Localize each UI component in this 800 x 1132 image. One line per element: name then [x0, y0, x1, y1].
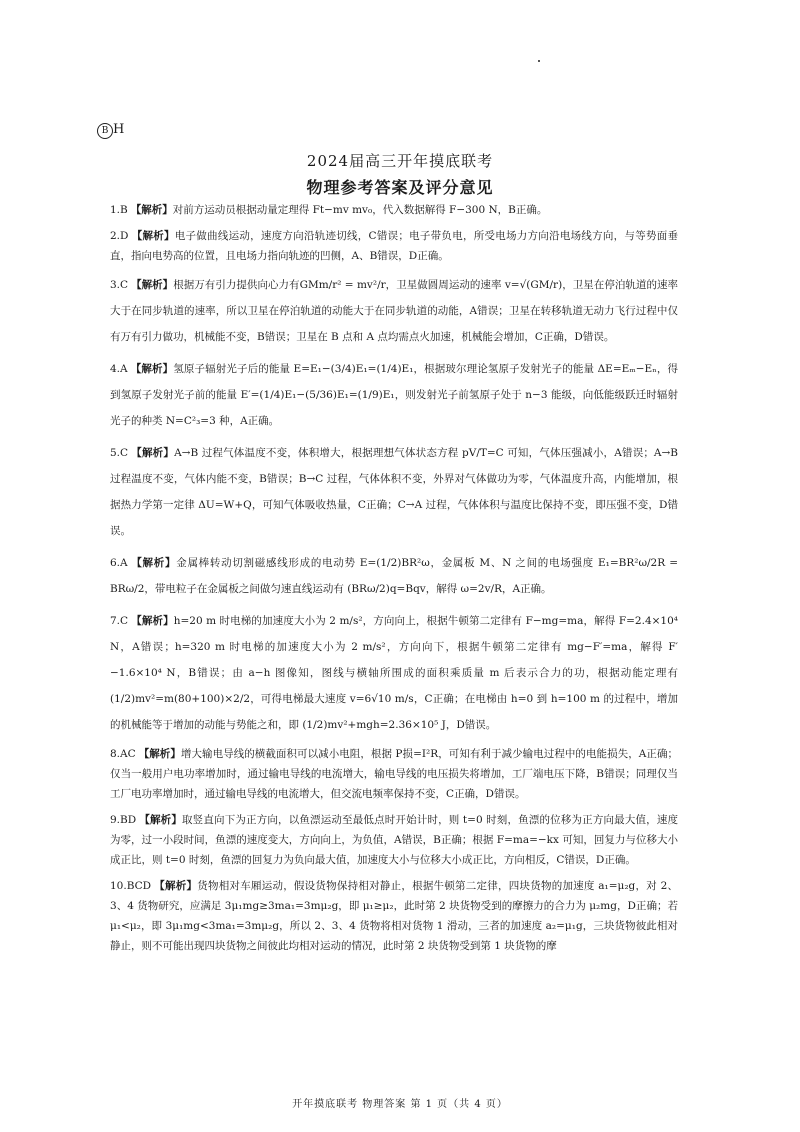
analysis-tag: 【解析】 [130, 363, 174, 375]
answer-number: 1.B [110, 204, 128, 216]
answer-text: 金属棒转动切割磁感线形成的电动势 E=(1/2)BR²ω，金属板 M、N 之间的电场强度 E₁=BR²ω/2R = BRω/2，带电粒子在金属板之间做匀速直线运动有 (BRω/2)q=Bqv，解得 ω=2v/R，A正确。 [110, 557, 679, 595]
answer-text: 根据万有引力提供向心力有GMm/r² = mv²/r，卫星做圆周运动的速率 v=√(GM/r)，卫星在停泊轨道的速率大于在同步轨道的速率，所以卫星在停泊轨道的动能大于在同步轨道的动能，A错误；卫星在转移轨道无动力飞行过程中仅有万有引力做功，机械能不变，B错误；卫星在 B 点和 A 点均需点火加速，机械能会增加，C正确，D错误。 [110, 279, 678, 343]
analysis-tag: 【解析】 [139, 814, 183, 826]
analysis-tag: 【解析】 [131, 447, 175, 459]
answer-item-5 [110, 440, 678, 544]
analysis-tag: 【解析】 [138, 748, 181, 760]
scan-speck [538, 60, 540, 62]
answer-number: 6.A [110, 557, 128, 569]
answer-text: h=20 m 时电梯的加速度大小为 2 m/s²，方向向上，根据牛顿第二定律有 F−mg=ma，解得 F=2.4×10⁴ N，A错误；h=320 m 时电梯的加速度大小为 2 m/s²，方向向下，根据牛顿第二定律有 mg−F′=ma，解得 F′−1.6×10⁴ N，B错误；由 a−h 图像知，图线与横轴所围成的面积乘质量 m 后表示合力的功，根据动能定理有 (1/2)mv²=m(80+100)×2/2，可得电梯最大速度 v=6√10 m/s，C正确；在电梯由 h=0 到 h=100 m 的过程中，增加的机械能等于增加的动能与势能之和，即 (1/2)mv²+mgh=2.36×10⁵ J，D错误。 [110, 615, 678, 731]
answer-item-6 [110, 550, 678, 602]
answer-item-8 [110, 744, 678, 804]
circled-letter-icon: B [97, 123, 113, 139]
answer-number: 7.C [110, 615, 129, 627]
answer-text: 增大输电导线的横截面积可以减小电阻，根据 P损=I²R，可知有利于减少输电过程中的电能损失，A正确；仅当一般用户电功率增加时，通过输电导线的电流增大，输电导线的电压损失将增加，工厂端电压下降，B错误；同理仅当工厂电功率增加时，通过输电导线的电流增大，但交流电频率保持不变，C正确，D错误。 [110, 748, 679, 800]
answer-number: 10.BCD [110, 880, 152, 892]
answer-item-3 [110, 272, 678, 350]
answer-text: A→B 过程气体温度不变，体积增大，根据理想气体状态方程 pV/T=C 可知，气体压强减小，A错误；A→B 过程温度不变，气体内能不变，B错误；B→C 过程，气体体积不变，外界对气体做功为零，气体温度升高，内能增加，根据热力学第一定律 ΔU=W+Q，可知气体吸收热量，C正确；C→A 过程，气体体积与温度比保持不变，即压强不变，D错误。 [110, 447, 678, 537]
analysis-tag: 【解析】 [131, 279, 174, 291]
answer-text: 氢原子辐射光子后的能量 E=E₁−(3/4)E₁=(1/4)E₁，根据玻尔理论氢原子发射光子的能量 ΔE=Eₘ−Eₙ，得到氢原子发射光子前的能量 E′=(1/4)E₁−(5/36)E₁=(1/9)E₁，则发射光子前氢原子处于 n−3 能级，向低能级跃迁时辐射光子的种类 N=C²₃=3 种，A正确。 [110, 363, 678, 427]
answer-item-1 [110, 200, 678, 220]
analysis-tag: 【解析】 [131, 230, 175, 242]
analysis-tag: 【解析】 [130, 557, 177, 569]
document-title: 物理参考答案及评分意见 [306, 178, 494, 197]
analysis-tag: 【解析】 [154, 880, 198, 892]
answer-text: 电子做曲线运动，速度方向沿轨迹切线，C错误；电子带负电，所受电场力方向沿电场线方向，与等势面垂直，指向电势高的位置，且电场力指向轨迹的凹侧，A、B错误，D正确。 [110, 230, 678, 262]
answer-number: 8.AC [110, 748, 136, 760]
answer-item-10 [110, 876, 678, 956]
paper-mark [97, 122, 124, 139]
answer-item-9 [110, 810, 678, 870]
analysis-tag: 【解析】 [131, 615, 174, 627]
page-footer: 开年摸底联考 物理答案 第 1 页（共 4 页） [292, 1099, 508, 1110]
analysis-tag: 【解析】 [130, 204, 173, 216]
answer-number: 5.C [110, 447, 129, 459]
answer-text: 取竖直向下为正方向，以鱼漂运动至最低点时开始计时，则 t=0 时刻，鱼漂的位移为正方向最大值，速度为零，过一小段时间，鱼漂的速度变大，方向向上，为负值，A错误，B正确；根据 F=ma=−kx 可知，回复力与位移大小成正比，则 t=0 时刻，鱼漂的回复力为负向最大值，加速度大小与位移大小成正比，方向相反，C错误，D正确。 [110, 814, 679, 866]
answer-item-7 [110, 608, 678, 738]
answer-item-2 [110, 226, 678, 266]
answer-list [110, 200, 678, 956]
exam-title: 2024届高三开年摸底联考 [306, 152, 494, 170]
answer-number: 4.A [110, 363, 128, 375]
answer-item-4 [110, 356, 678, 434]
paper-mark-letter: H [113, 122, 125, 137]
answer-number: 9.BD [110, 814, 137, 826]
answer-number: 2.D [110, 230, 129, 242]
answer-text: 货物相对车厢运动，假设货物保持相对静止，根据牛顿第二定律，四块货物的加速度 a₁=μ₂g，对 2、3、4 货物研究，应满足 3μ₁mg≥3ma₁=3mμ₂g，即 μ₁≥μ₂，此时第 2 块货物受到的摩擦力的合力为 μ₂mg，D正确；若 μ₁<μ₂，即 3μ₁mg<3ma₁=3mμ₂g，所以 2、3、4 货物将相对货物 1 滑动，三者的加速度 a₂=μ₁g，三块货物彼此相对静止，则不可能出现四块货物之间彼此均相对运动的情况，此时第 2 块货物受到第 1 块货物的摩 [110, 880, 678, 952]
answer-number: 3.C [110, 279, 129, 291]
answer-text: 对前方运动员根据动量定理得 Ft−mv mv₀，代入数据解得 F−300 N，B正确。 [172, 204, 548, 216]
